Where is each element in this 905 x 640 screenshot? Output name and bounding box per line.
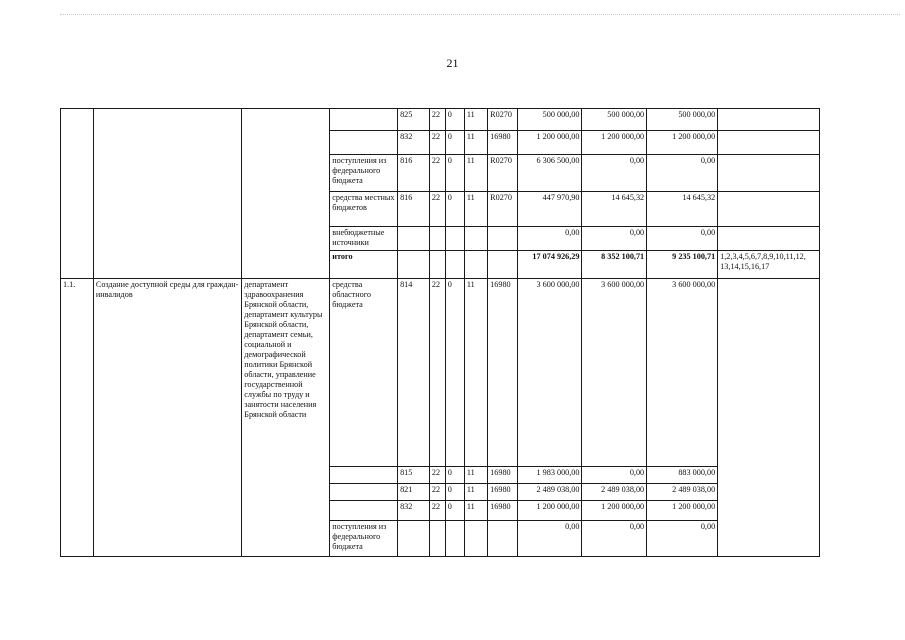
- value-cell: 6 306 500,00: [517, 155, 582, 192]
- value-cell: 500 000,00: [582, 109, 647, 131]
- value-cell: 14 645,32: [582, 192, 647, 227]
- value-cell: 447 970,90: [517, 192, 582, 227]
- kbk-om: 11: [464, 484, 487, 501]
- value-cell: 2 489 038,00: [582, 484, 647, 501]
- kbk-pgp: 0: [445, 467, 464, 484]
- kbk-grbs: 815: [398, 467, 430, 484]
- kbk-pgp: 0: [445, 192, 464, 227]
- kbk-pgp: 0: [445, 131, 464, 155]
- kbk-om: 11: [464, 279, 487, 467]
- kbk-nr: [488, 251, 518, 279]
- value-cell: 0,00: [647, 155, 718, 192]
- kbk-grbs: 816: [398, 192, 430, 227]
- source-cell: [330, 131, 398, 155]
- value-cell: 1 200 000,00: [517, 501, 582, 521]
- kbk-gp: [429, 251, 445, 279]
- kbk-grbs: 814: [398, 279, 430, 467]
- kbk-pgp: 0: [445, 501, 464, 521]
- kbk-nr: R0270: [488, 192, 518, 227]
- kbk-nr: 16980: [488, 279, 518, 467]
- value-cell: 2 489 038,00: [647, 484, 718, 501]
- value-cell: 3 600 000,00: [647, 279, 718, 467]
- kbk-pgp: [445, 521, 464, 557]
- kbk-nr: 16980: [488, 501, 518, 521]
- value-cell: 0,00: [582, 155, 647, 192]
- kbk-nr: 16980: [488, 484, 518, 501]
- value-cell: 1 200 000,00: [647, 131, 718, 155]
- table-row: [61, 279, 820, 467]
- kbk-nr: R0270: [488, 155, 518, 192]
- total-value: 17 074 926,29: [517, 251, 582, 279]
- kbk-pgp: 0: [445, 484, 464, 501]
- kbk-pgp: 0: [445, 109, 464, 131]
- kbk-nr: 16980: [488, 467, 518, 484]
- targets-list: 1,2,3,4,5,6,7,8,9,10,11,12, 13,14,15,16,17: [718, 251, 820, 279]
- kbk-pgp: [445, 251, 464, 279]
- budget-table: [60, 108, 820, 557]
- kbk-gp: 22: [429, 109, 445, 131]
- kbk-pgp: 0: [445, 279, 464, 467]
- kbk-grbs: 832: [398, 131, 430, 155]
- kbk-grbs: 821: [398, 484, 430, 501]
- kbk-om: [464, 227, 487, 251]
- kbk-nr: 16980: [488, 131, 518, 155]
- source-cell: поступления из федерального бюджета: [330, 155, 398, 192]
- kbk-gp: 22: [429, 484, 445, 501]
- source-cell: [330, 109, 398, 131]
- total-value: 8 352 100,71: [582, 251, 647, 279]
- kbk-nr: [488, 227, 518, 251]
- kbk-grbs: 832: [398, 501, 430, 521]
- source-cell: средства местных бюджетов: [330, 192, 398, 227]
- section-index: 1.1.: [61, 279, 94, 557]
- kbk-gp: [429, 227, 445, 251]
- kbk-gp: [429, 521, 445, 557]
- kbk-gp: 22: [429, 279, 445, 467]
- targets-cell: [718, 131, 820, 155]
- value-cell: 0,00: [582, 467, 647, 484]
- kbk-om: 11: [464, 155, 487, 192]
- value-cell: 0,00: [582, 227, 647, 251]
- source-cell: поступления из федерального бюджета: [330, 521, 398, 557]
- section-executors: департамент здравоохранения Брянской области, департамент культуры Брянской области, департамент семьи, социальной и демографической политики Брянской области, управление государственной службы по труду и занятости населения Брянской области: [242, 279, 330, 557]
- name-cell-continued: [93, 109, 241, 279]
- value-cell: 0,00: [582, 521, 647, 557]
- targets-cell: [718, 109, 820, 131]
- table-row: [61, 109, 820, 131]
- section-name: Создание доступной среды для граждан-инвалидов: [93, 279, 241, 557]
- kbk-pgp: [445, 227, 464, 251]
- kbk-grbs: [398, 227, 430, 251]
- value-cell: 883 000,00: [647, 467, 718, 484]
- kbk-gp: 22: [429, 131, 445, 155]
- scan-noise-line: [60, 14, 900, 21]
- value-cell: 500 000,00: [647, 109, 718, 131]
- targets-cell: [718, 279, 820, 557]
- targets-cell: [718, 192, 820, 227]
- kbk-om: 11: [464, 192, 487, 227]
- targets-cell: [718, 155, 820, 192]
- kbk-om: [464, 521, 487, 557]
- value-cell: 14 645,32: [647, 192, 718, 227]
- value-cell: 1 983 000,00: [517, 467, 582, 484]
- kbk-om: 11: [464, 131, 487, 155]
- value-cell: 0,00: [517, 521, 582, 557]
- index-cell-continued: [61, 109, 94, 279]
- source-cell: [330, 501, 398, 521]
- value-cell: 0,00: [517, 227, 582, 251]
- source-cell: [330, 484, 398, 501]
- source-cell: внебюджетные источники: [330, 227, 398, 251]
- value-cell: 500 000,00: [517, 109, 582, 131]
- kbk-grbs: 816: [398, 155, 430, 192]
- value-cell: 1 200 000,00: [582, 131, 647, 155]
- source-cell: средства областного бюджета: [330, 279, 398, 467]
- kbk-gp: 22: [429, 467, 445, 484]
- executor-cell-continued: [242, 109, 330, 279]
- value-cell: 3 600 000,00: [517, 279, 582, 467]
- kbk-om: 11: [464, 501, 487, 521]
- value-cell: 1 200 000,00: [517, 131, 582, 155]
- value-cell: 0,00: [647, 227, 718, 251]
- kbk-gp: 22: [429, 192, 445, 227]
- kbk-pgp: 0: [445, 155, 464, 192]
- total-value: 9 235 100,71: [647, 251, 718, 279]
- kbk-nr: [488, 521, 518, 557]
- value-cell: 2 489 038,00: [517, 484, 582, 501]
- kbk-grbs: [398, 521, 430, 557]
- kbk-om: 11: [464, 467, 487, 484]
- page-number: 21: [446, 56, 459, 70]
- kbk-grbs: [398, 251, 430, 279]
- kbk-gp: 22: [429, 501, 445, 521]
- value-cell: 0,00: [647, 521, 718, 557]
- kbk-om: 11: [464, 109, 487, 131]
- value-cell: 1 200 000,00: [647, 501, 718, 521]
- kbk-om: [464, 251, 487, 279]
- value-cell: 1 200 000,00: [582, 501, 647, 521]
- source-cell: [330, 467, 398, 484]
- kbk-grbs: 825: [398, 109, 430, 131]
- kbk-nr: R0270: [488, 109, 518, 131]
- total-label: итого: [330, 251, 398, 279]
- targets-cell: [718, 227, 820, 251]
- value-cell: 3 600 000,00: [582, 279, 647, 467]
- kbk-gp: 22: [429, 155, 445, 192]
